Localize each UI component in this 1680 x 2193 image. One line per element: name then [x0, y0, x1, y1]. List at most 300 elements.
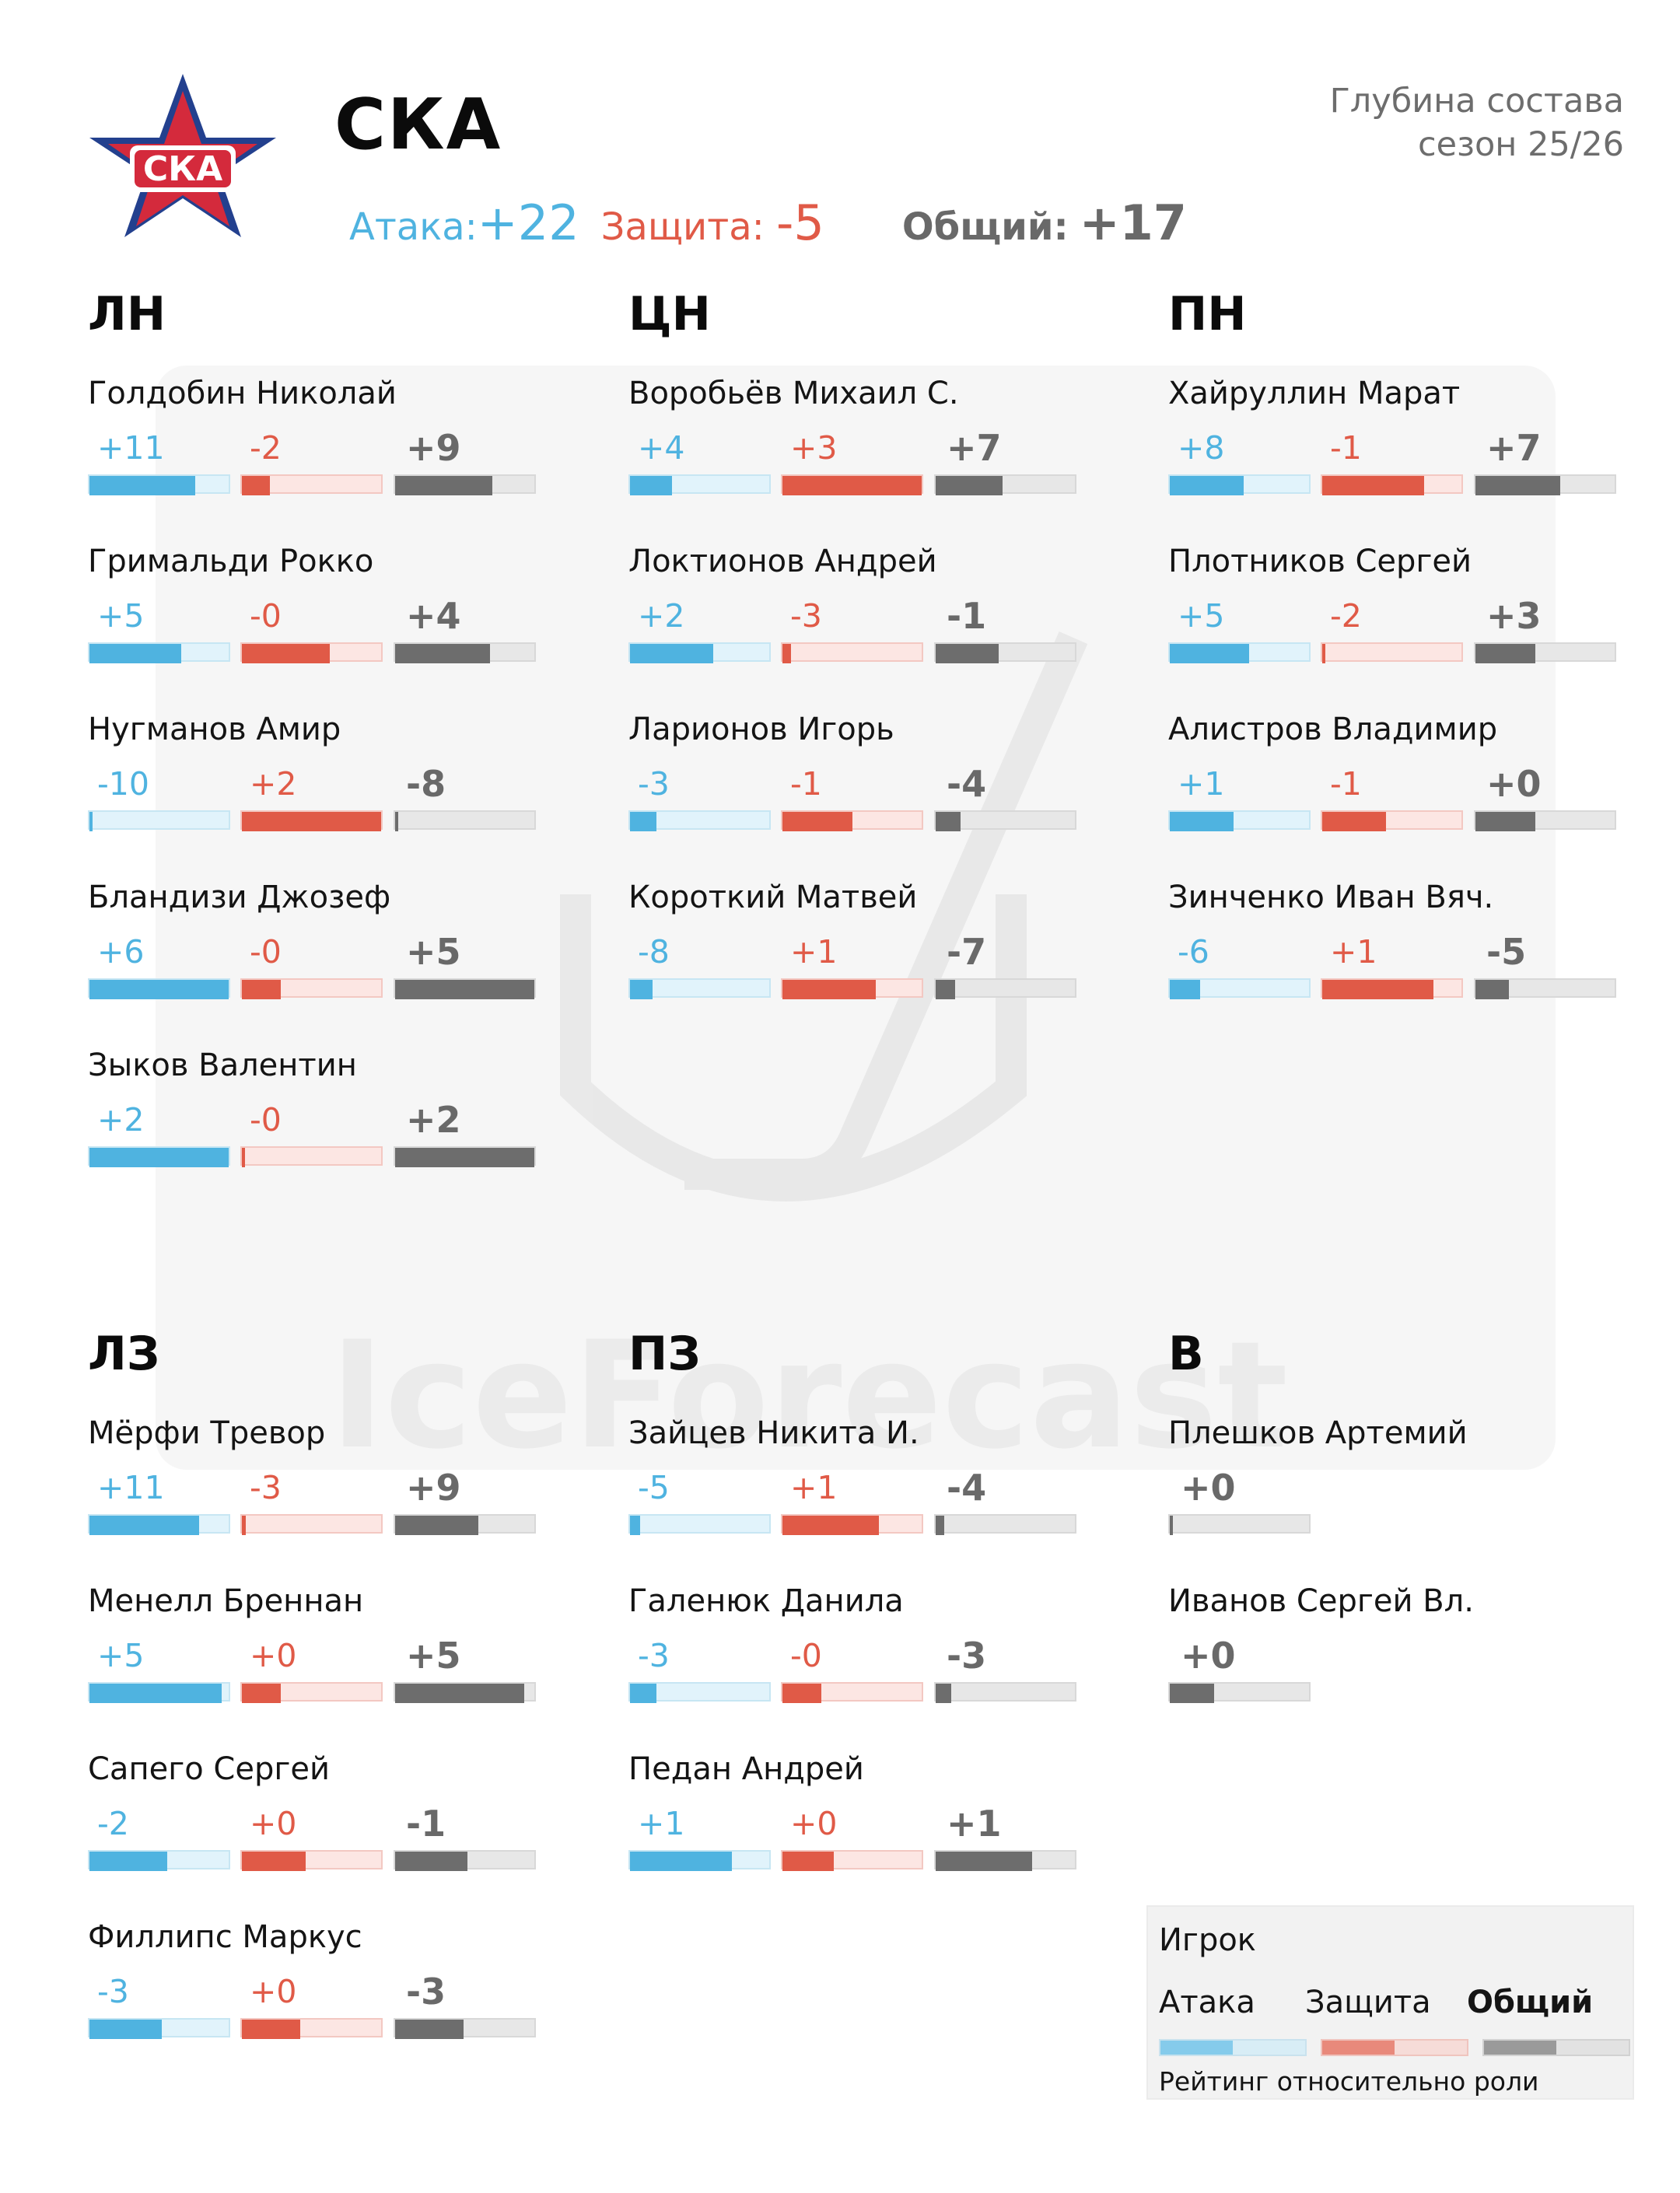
- player-row: [628, 869, 1095, 1037]
- total-bar: [934, 474, 1076, 494]
- total-stat: [394, 1093, 536, 1166]
- total-bar-fill: [395, 2020, 464, 2039]
- position-column: [628, 1320, 1095, 2077]
- defense-bar: [240, 1850, 383, 1869]
- total-bar: [1168, 1682, 1311, 1702]
- position-title: ЦН: [628, 287, 711, 341]
- defense-stat: [240, 1797, 383, 1869]
- attack-bar: [628, 1850, 771, 1869]
- total-stat: [934, 1797, 1076, 1869]
- total-value: +7: [1486, 427, 1542, 469]
- legend-title: Игрок: [1159, 1922, 1256, 1958]
- total-value: -4: [947, 763, 987, 805]
- total-bar-fill: [1475, 476, 1560, 495]
- attack-value: -8: [638, 933, 670, 971]
- total-value: -1: [406, 1803, 446, 1845]
- total-value: +0: [1181, 1467, 1236, 1509]
- attack-bar: [628, 474, 771, 494]
- player-row: [88, 533, 555, 701]
- total-stat: [934, 421, 1076, 494]
- attack-bar-fill: [630, 644, 713, 663]
- attack-bar: [628, 642, 771, 662]
- attack-bar: [628, 1682, 771, 1702]
- total-stat: [934, 589, 1076, 662]
- total-stat: [394, 1797, 536, 1869]
- defense-stat: [781, 925, 923, 998]
- defense-value: -1: [790, 765, 822, 803]
- attack-bar: [88, 642, 230, 662]
- player-name: Алистров Владимир: [1168, 712, 1498, 747]
- defense-bar-fill: [1322, 980, 1433, 999]
- defense-bar: [240, 810, 383, 830]
- defense-bar: [781, 474, 923, 494]
- defense-bar: [1321, 978, 1463, 998]
- total-bar-fill: [395, 644, 490, 663]
- total-bar: [934, 1682, 1076, 1702]
- attack-bar: [628, 810, 771, 830]
- defense-stat: [781, 421, 923, 494]
- season-info: [1330, 79, 1624, 166]
- team-name: СКА: [334, 84, 502, 166]
- player-stats: [628, 1461, 1095, 1547]
- total-bar: [1474, 642, 1616, 662]
- legend-attack-bar: [1159, 2039, 1307, 2056]
- attack-bar: [88, 1146, 230, 1166]
- defense-bar: [240, 1514, 383, 1534]
- player-row: [628, 1573, 1095, 1741]
- attack-bar: [88, 2018, 230, 2037]
- defense-bar-fill: [782, 1516, 879, 1535]
- player-name: Хайруллин Марат: [1168, 376, 1461, 411]
- total-bar-fill: [1475, 980, 1509, 999]
- player-stats: [628, 757, 1095, 843]
- player-stats: [88, 1093, 555, 1179]
- attack-bar: [88, 1682, 230, 1702]
- attack-value: -3: [638, 765, 670, 803]
- attack-value: +6: [97, 933, 145, 971]
- defense-value: -3: [250, 1469, 282, 1506]
- attack-bar: [88, 1514, 230, 1534]
- defense-bar-fill: [242, 1148, 245, 1167]
- position-title: ПН: [1168, 287, 1247, 341]
- position-title: ЛЗ: [88, 1327, 160, 1381]
- total-stat: [1168, 1629, 1311, 1702]
- defense-bar: [240, 474, 383, 494]
- defense-bar-fill: [242, 644, 330, 663]
- total-stat: [1474, 589, 1616, 662]
- total-bar: [934, 810, 1076, 830]
- attack-bar-fill: [89, 2020, 162, 2039]
- attack-bar-fill: [89, 1684, 222, 1703]
- legend-defense-bar: [1321, 2039, 1468, 2056]
- attack-bar: [88, 978, 230, 998]
- team-summary: [349, 194, 1187, 251]
- player-stats: [1168, 1461, 1635, 1547]
- total-value: +9: [406, 427, 461, 469]
- player-row: [88, 366, 555, 533]
- defense-stat: [781, 1797, 923, 1869]
- defense-stat: [781, 1461, 923, 1534]
- player-stats: [628, 1629, 1095, 1715]
- defense-bar-fill: [782, 812, 852, 831]
- player-name: Сапего Сергей: [88, 1751, 330, 1787]
- defense-bar: [781, 1514, 923, 1534]
- total-value: +1: [947, 1803, 1002, 1845]
- defense-bar: [781, 1850, 923, 1869]
- attack-stat: [88, 925, 230, 998]
- total-stat: [394, 1461, 536, 1534]
- position-title: В: [1168, 1327, 1204, 1381]
- player-row: [1168, 1573, 1635, 1741]
- defense-stat: [781, 1629, 923, 1702]
- player-row: [1168, 869, 1635, 1037]
- total-value: -3: [406, 1971, 446, 2013]
- defense-stat: [240, 757, 383, 830]
- player-name: Иванов Сергей Вл.: [1168, 1583, 1474, 1619]
- player-stats: [628, 421, 1095, 507]
- total-bar-fill: [395, 1148, 534, 1167]
- attack-stat: [628, 925, 771, 998]
- player-row: [1168, 366, 1635, 533]
- position-column: [88, 1320, 555, 2077]
- total-stat: [1474, 421, 1616, 494]
- player-stats: [88, 1629, 555, 1715]
- total-bar: [394, 1682, 536, 1702]
- defense-bar-fill: [242, 1516, 246, 1535]
- attack-bar-fill: [89, 812, 93, 831]
- defense-value: +3: [790, 429, 838, 467]
- total-stat: [1474, 757, 1616, 830]
- total-value: -1: [947, 595, 987, 637]
- attack-stat: [628, 421, 771, 494]
- defense-value: -1: [1330, 429, 1362, 467]
- defense-stat: [240, 421, 383, 494]
- player-stats: [1168, 421, 1635, 507]
- total-bar-fill: [1170, 1684, 1214, 1703]
- total-value: -8: [406, 763, 446, 805]
- total-bar: [394, 2018, 536, 2037]
- total-bar: [1474, 474, 1616, 494]
- player-row: [88, 701, 555, 869]
- defense-value: -2: [250, 429, 282, 467]
- summary-attack-value: +22: [477, 194, 579, 251]
- total-bar: [394, 978, 536, 998]
- attack-value: -2: [97, 1805, 129, 1842]
- player-row: [88, 869, 555, 1037]
- defense-bar-fill: [242, 980, 281, 999]
- player-name: Зинченко Иван Вяч.: [1168, 880, 1494, 915]
- player-name: Зайцев Никита И.: [628, 1415, 919, 1451]
- total-value: -4: [947, 1467, 987, 1509]
- attack-value: +1: [1178, 765, 1225, 803]
- attack-stat: [1168, 589, 1311, 662]
- player-row: [628, 533, 1095, 701]
- total-value: -7: [947, 931, 987, 973]
- attack-value: +4: [638, 429, 685, 467]
- defense-bar: [1321, 810, 1463, 830]
- attack-bar-fill: [89, 644, 181, 663]
- attack-value: -3: [638, 1637, 670, 1674]
- defense-bar: [240, 2018, 383, 2037]
- defense-value: +0: [250, 1637, 297, 1674]
- attack-bar: [1168, 474, 1311, 494]
- defense-bar: [240, 1146, 383, 1166]
- attack-bar: [88, 810, 230, 830]
- total-value: +0: [1181, 1635, 1236, 1677]
- total-bar: [394, 474, 536, 494]
- defense-value: -0: [250, 933, 282, 971]
- position-title: ЛН: [88, 287, 166, 341]
- player-name: Плешков Артемий: [1168, 1415, 1468, 1451]
- attack-bar-fill: [1170, 644, 1249, 663]
- player-name: Воробьёв Михаил С.: [628, 376, 959, 411]
- defense-bar: [781, 1682, 923, 1702]
- player-row: [88, 1573, 555, 1741]
- total-value: +3: [1486, 595, 1542, 637]
- defense-bar-fill: [1322, 476, 1424, 495]
- total-bar: [934, 978, 1076, 998]
- attack-bar-fill: [1170, 980, 1200, 999]
- attack-bar-fill: [89, 1852, 167, 1871]
- attack-stat: [88, 1629, 230, 1702]
- attack-bar-fill: [630, 980, 653, 999]
- total-bar-fill: [395, 980, 534, 999]
- player-row: [628, 701, 1095, 869]
- player-name: Педан Андрей: [628, 1751, 864, 1787]
- player-stats: [628, 589, 1095, 675]
- player-row: [1168, 533, 1635, 701]
- team-logo: [82, 74, 284, 237]
- defense-bar-fill: [242, 2020, 300, 2039]
- attack-stat: [628, 757, 771, 830]
- attack-bar: [88, 474, 230, 494]
- legend-note: Рейтинг относительно роли: [1159, 2066, 1539, 2097]
- player-stats: [88, 1965, 555, 2051]
- total-stat: [934, 757, 1076, 830]
- defense-value: +0: [250, 1805, 297, 1842]
- attack-bar-fill: [89, 980, 229, 999]
- summary-defense: [600, 194, 824, 251]
- player-stats: [1168, 589, 1635, 675]
- defense-stat: [781, 589, 923, 662]
- total-stat: [1168, 1461, 1311, 1534]
- defense-stat: [240, 1461, 383, 1534]
- player-stats: [88, 925, 555, 1011]
- player-name: Менелл Бреннан: [88, 1583, 364, 1619]
- attack-stat: [628, 589, 771, 662]
- defense-stat: [240, 1965, 383, 2037]
- defense-bar: [240, 1682, 383, 1702]
- total-stat: [394, 1629, 536, 1702]
- attack-stat: [88, 1461, 230, 1534]
- defense-value: -0: [790, 1637, 822, 1674]
- total-bar: [394, 1146, 536, 1166]
- player-row: [88, 1741, 555, 1909]
- player-stats: [88, 589, 555, 675]
- player-stats: [628, 925, 1095, 1011]
- total-bar-fill: [395, 812, 398, 831]
- total-bar: [934, 1850, 1076, 1869]
- legend-total-bar: [1482, 2039, 1630, 2056]
- legend-total-label: Общий: [1467, 1985, 1594, 2020]
- total-bar-fill: [395, 1516, 478, 1535]
- player-name: Филлипс Маркус: [88, 1919, 362, 1955]
- total-bar: [1474, 978, 1616, 998]
- defense-bar-fill: [1322, 812, 1386, 831]
- player-row: [88, 1909, 555, 2077]
- player-name: Зыков Валентин: [88, 1048, 357, 1083]
- player-row: [628, 1405, 1095, 1573]
- summary-attack-label: Атака:: [349, 205, 478, 249]
- defense-bar: [240, 978, 383, 998]
- attack-bar: [88, 1850, 230, 1869]
- defense-stat: [781, 757, 923, 830]
- position-column: [1168, 280, 1635, 1205]
- defense-bar: [1321, 474, 1463, 494]
- legend: [1146, 1905, 1634, 2100]
- total-bar: [934, 1514, 1076, 1534]
- defense-bar-fill: [782, 644, 791, 663]
- defense-value: +1: [790, 1469, 838, 1506]
- total-bar: [934, 642, 1076, 662]
- defense-bar-fill: [242, 1852, 306, 1871]
- attack-bar: [1168, 810, 1311, 830]
- defense-bar-fill: [782, 476, 922, 495]
- player-stats: [88, 1797, 555, 1883]
- player-name: Ларионов Игорь: [628, 712, 894, 747]
- logo-text: СКА: [142, 149, 223, 189]
- attack-bar-fill: [630, 476, 672, 495]
- total-bar-fill: [936, 1684, 951, 1703]
- player-row: [88, 1405, 555, 1573]
- defense-stat: [1321, 757, 1463, 830]
- attack-bar-fill: [89, 1148, 229, 1167]
- total-stat: [394, 757, 536, 830]
- summary-defense-value: -5: [776, 194, 824, 251]
- player-row: [88, 1037, 555, 1205]
- defense-value: -0: [250, 1101, 282, 1138]
- defense-bar: [1321, 642, 1463, 662]
- total-value: +5: [406, 931, 461, 973]
- total-bar-fill: [1170, 1516, 1173, 1535]
- total-bar-fill: [936, 1852, 1032, 1871]
- summary-attack: [349, 194, 579, 251]
- player-name: Голдобин Николай: [88, 376, 397, 411]
- attack-stat: [88, 1797, 230, 1869]
- attack-bar-fill: [630, 1684, 656, 1703]
- defense-value: -2: [1330, 597, 1362, 635]
- attack-value: -5: [638, 1469, 670, 1506]
- player-row: [628, 366, 1095, 533]
- total-bar: [1474, 810, 1616, 830]
- attack-bar: [628, 978, 771, 998]
- defense-bar: [781, 810, 923, 830]
- player-row: [628, 1741, 1095, 1909]
- summary-total-label: Общий:: [901, 205, 1069, 249]
- defense-stat: [240, 925, 383, 998]
- defense-bar-fill: [242, 812, 381, 831]
- attack-value: +1: [638, 1805, 685, 1842]
- total-bar: [1168, 1514, 1311, 1534]
- defense-value: -1: [1330, 765, 1362, 803]
- position-column: [1168, 1320, 1635, 1741]
- player-name: Галенюк Данила: [628, 1583, 904, 1619]
- total-bar: [394, 810, 536, 830]
- player-stats: [628, 1797, 1095, 1883]
- player-row: [1168, 701, 1635, 869]
- player-name: Гримальди Рокко: [88, 544, 374, 579]
- legend-defense-label: Защита: [1305, 1985, 1431, 2020]
- attack-bar-fill: [1170, 812, 1234, 831]
- defense-stat: [240, 1629, 383, 1702]
- total-bar-fill: [1475, 644, 1535, 663]
- player-name: Короткий Матвей: [628, 880, 918, 915]
- total-stat: [394, 421, 536, 494]
- total-stat: [394, 925, 536, 998]
- attack-stat: [88, 757, 230, 830]
- attack-bar-fill: [630, 1516, 640, 1535]
- summary-total-value: +17: [1079, 194, 1187, 251]
- defense-bar-fill: [782, 1684, 821, 1703]
- total-bar-fill: [936, 644, 999, 663]
- player-row: [1168, 1405, 1635, 1573]
- defense-value: -3: [790, 597, 822, 635]
- attack-value: +5: [1178, 597, 1225, 635]
- defense-value: +1: [790, 933, 838, 971]
- attack-bar-fill: [630, 1852, 732, 1871]
- total-value: +4: [406, 595, 461, 637]
- total-stat: [394, 589, 536, 662]
- total-value: +9: [406, 1467, 461, 1509]
- attack-value: -6: [1178, 933, 1209, 971]
- attack-value: +2: [638, 597, 685, 635]
- attack-value: -3: [97, 1973, 129, 2010]
- attack-value: -10: [97, 765, 149, 803]
- attack-stat: [1168, 925, 1311, 998]
- attack-stat: [1168, 757, 1311, 830]
- total-value: +7: [947, 427, 1002, 469]
- attack-stat: [1168, 421, 1311, 494]
- attack-value: +11: [97, 1469, 165, 1506]
- defense-value: +0: [250, 1973, 297, 2010]
- total-stat: [394, 1965, 536, 2037]
- player-name: Бландизи Джозеф: [88, 880, 391, 915]
- player-stats: [88, 1461, 555, 1547]
- attack-bar: [1168, 642, 1311, 662]
- attack-bar: [628, 1514, 771, 1534]
- total-stat: [1474, 925, 1616, 998]
- legend-attack-label: Атака: [1159, 1985, 1255, 2020]
- attack-stat: [628, 1629, 771, 1702]
- attack-stat: [88, 421, 230, 494]
- attack-stat: [88, 589, 230, 662]
- attack-value: +2: [97, 1101, 145, 1138]
- attack-value: +5: [97, 1637, 145, 1674]
- total-bar-fill: [395, 476, 492, 495]
- defense-value: +0: [790, 1805, 838, 1842]
- attack-bar-fill: [89, 476, 195, 495]
- defense-stat: [240, 589, 383, 662]
- attack-stat: [88, 1093, 230, 1166]
- player-name: Нугманов Амир: [88, 712, 341, 747]
- attack-stat: [88, 1965, 230, 2037]
- defense-stat: [240, 1093, 383, 1166]
- attack-bar-fill: [630, 812, 656, 831]
- season-year: сезон 25/26: [1418, 125, 1624, 164]
- total-bar-fill: [395, 1684, 524, 1703]
- player-name: Локтионов Андрей: [628, 544, 937, 579]
- defense-stat: [1321, 925, 1463, 998]
